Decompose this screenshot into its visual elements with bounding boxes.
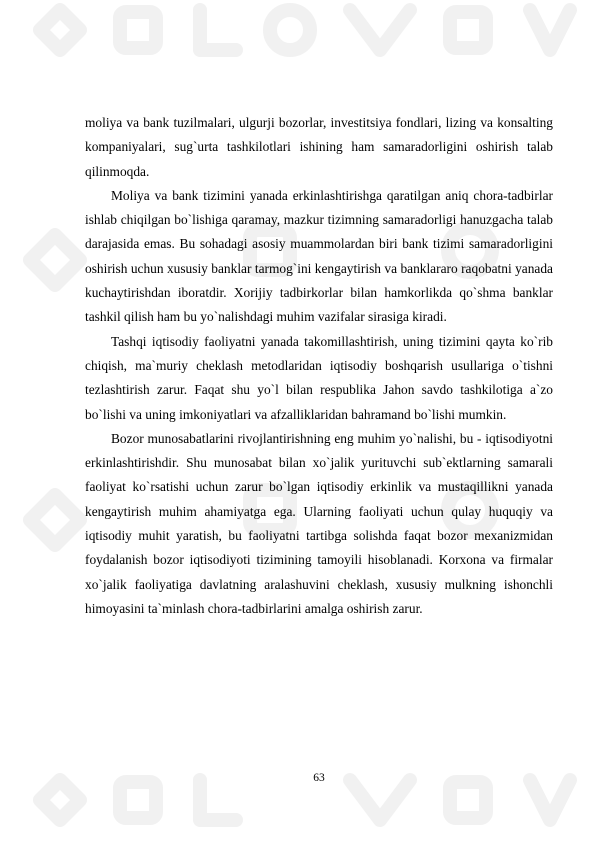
paragraph-4: Bozor munosabatlarini rivojlantirishning eng muhim yo`nalishi, bu - iqtisodiyotni erkinlashtirishdir. Shu munosabat bilan xo`jalik yurituvchi sub`ektlarning samarali faoliyat ko`rsatishi uchun zarur bo`lgan iqtisodiy erkinlik va mustaqillikni yanada kengaytirish muhim ahamiyatga ega. Ularning faoliyati uchun qulay huquqiy va iqtisodiy muhit yaratish, bu faoliyatni tartibga solishda faqat bozor mexanizmidan foydalanish bozor iqtisodiyoti tizimining tamoyili hisoblanadi. Korxona va firmalar xo`jalik faoliyatiga davlatning aralashuvini cheklash, xususiy mulkning ishonchli himoyasini ta`minlash chora-tadbirlarini amalga oshirish zarur. [85,430,553,616]
page-body [85,111,553,621]
paragraph-3: Tashqi iqtisodiy faoliyatni yanada takomillashtirish, uning tizimini qayta ko`rib chiqish, ma`muriy cheklash metodlaridan iqtisodiy boshqarish usullariga o`tishni tezlashtirish zarur. Faqat shu yo`l bilan respublika Jahon savdo tashkilotiga a`zo bo`lishi va uning imkoniyatlari va afzalliklaridan bahramand bo`lishi mumkin. [85,333,553,422]
paragraph-2: Moliya va bank tizimini yanada erkinlashtirishga qaratilgan aniq chora-tadbirlar ishlab chiqilgan bo`lishiga qaramay, mazkur tizimning samaradorligi hanuzgacha talab darajasida emas. Bu sohadagi asosiy muammolardan biri bank tizimi samaradorligini oshirish uchun xususiy banklar tarmog`ini kengaytirish va banklararo raqobatni yanada kuchaytirishdan iboratdir. Xorijiy tadbirkorlar bilan hamkorlikda qo`shma banklar tashkil qilish ham bu yo`nalishdagi muhim vazifalar sirasiga kiradi. [85,187,553,325]
page-number: 63 [313,772,325,784]
paragraph-1: moliya va bank tuzilmalari, ulgurji bozorlar, investitsiya fondlari, lizing va konsalting kompaniyalari, sug`urta tashkilotlari ishining ham samaradorligini oshirish talab qilinmoqda. [85,115,553,179]
